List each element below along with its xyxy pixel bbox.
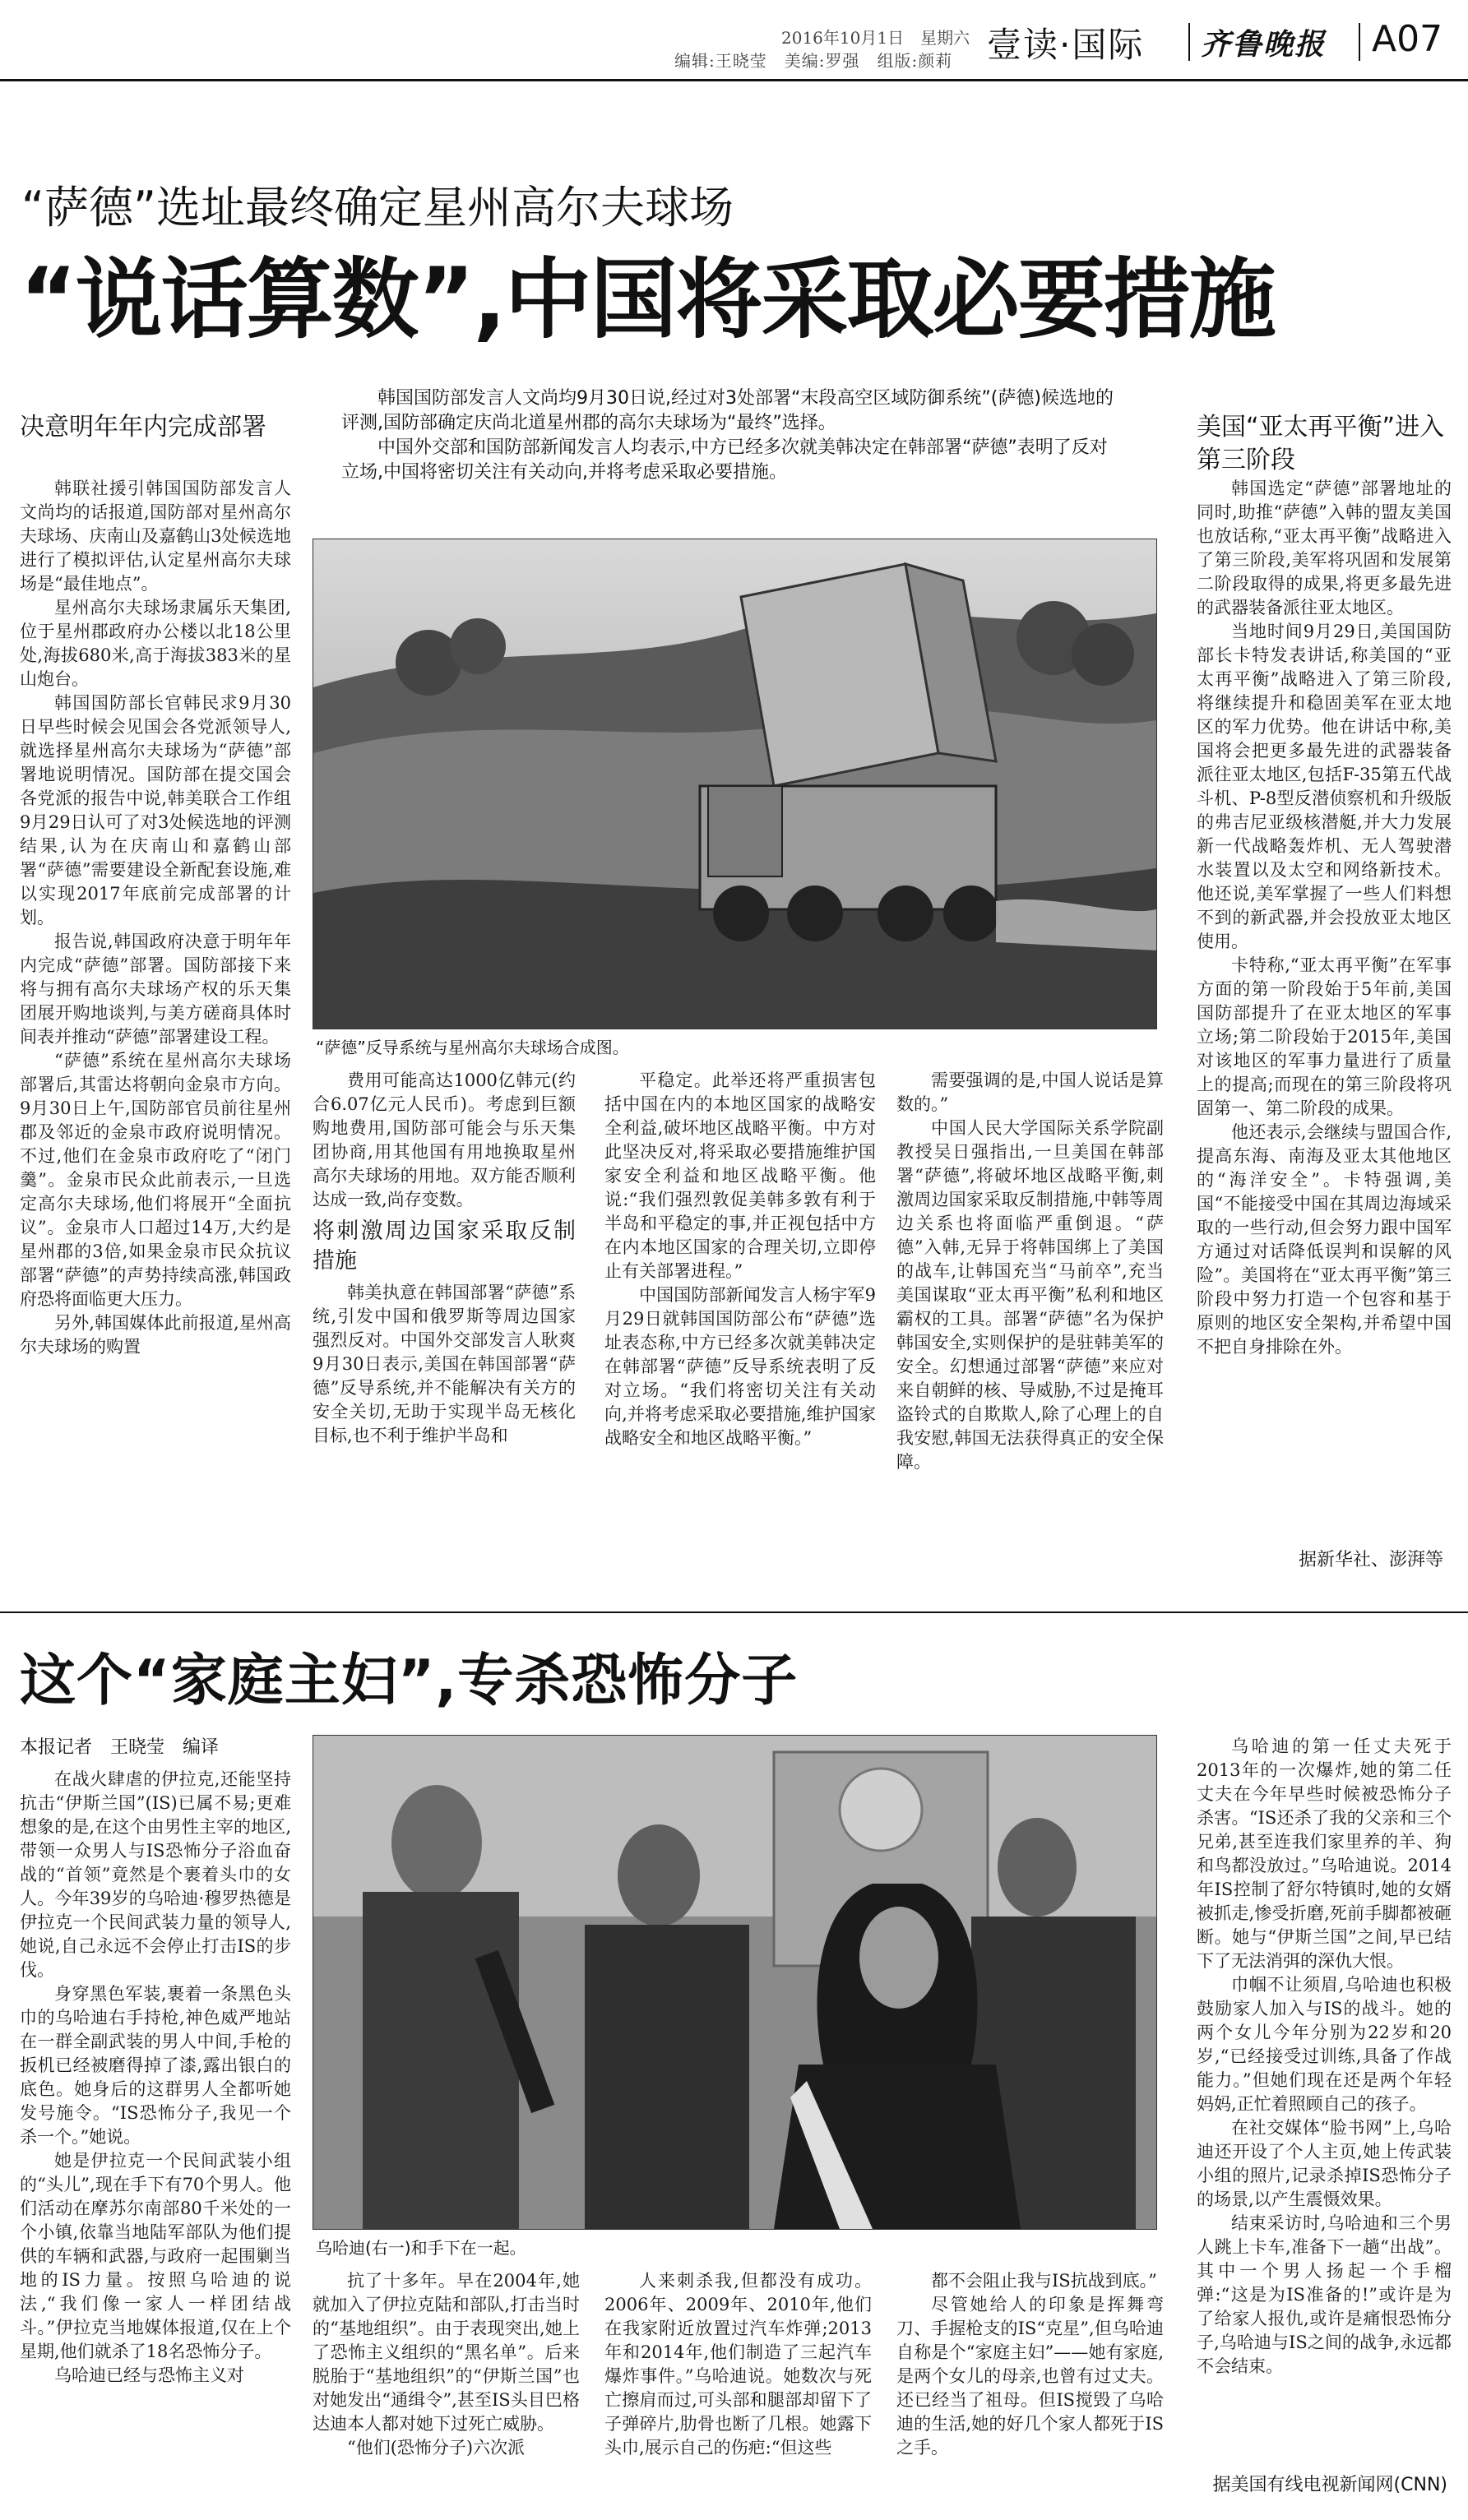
paragraph: 在社交媒体“脸书网”上,乌哈迪还开设了个人主页,她上传武装小组的照片,记录杀掉IS恐怖分子的场景,以产生震慑效果。	[1197, 2118, 1452, 2209]
paragraph: 中国国防部新闻发言人杨宇军9月29日就韩国国防部公布“萨德”选址表态称,中方已经多次就美韩决定在韩部署“萨德”反导系统表明了反对立场。“我们将密切关注有关动向,并将考虑采取必要措施,维护国家战略安全和地区战略平衡。”	[604, 1285, 876, 1448]
paragraph: 韩联社援引韩国国防部发言人文尚均的话报道,国防部对星州高尔夫球场、庆南山及嘉鹤山3处候选地进行了模拟评估,认定星州高尔夫球场是“最佳地点”。	[20, 479, 291, 594]
story1-headline: “说话算数”,中国将采取必要措施	[20, 249, 1275, 350]
story1-column-3	[604, 1069, 876, 1579]
story1-kicker: “萨德”选址最终确定星州高尔夫球场	[21, 182, 734, 234]
header-rule	[0, 79, 1468, 81]
header-date: 2016年10月1日 星期六	[781, 28, 970, 48]
story2-column-3	[604, 2269, 872, 2495]
thaad-photo	[313, 539, 1157, 1029]
paragraph: 韩国选定“萨德”部署地址的同时,助推“萨德”入韩的盟友美国也放话称,“亚太再平衡”战略进入了第三阶段,美军将巩固和发展第二阶段取得的成果,将更多最先进的武器装备派往亚太地区。	[1197, 479, 1452, 617]
thaad-photo-caption: “萨德”反导系统与星州高尔夫球场合成图。	[316, 1038, 629, 1057]
header-divider	[1188, 23, 1190, 61]
story1-source: 据新华社、澎湃等	[1298, 1550, 1443, 1570]
story1-lead	[341, 386, 1118, 485]
story1-lead-1: 韩国国防部发言人文尚均9月30日说,经过对3处部署“末段高空区域防御系统”(萨德)候选地的评测,国防部确定庆尚北道星州郡的高尔夫球场为“最终”选择。	[341, 388, 1114, 433]
story1-lead-2: 中国外交部和国防部新闻发言人均表示,中方已经多次就美韩决定在韩部署“萨德”表明了反对立场,中国将密切关注有关动向,并将考虑采取必要措施。	[341, 437, 1108, 483]
paragraph: 抗了十多年。早在2004年,她就加入了伊拉克陆和部队,打击当时的“基地组织”。由于表现突出,她上了恐怖主义组织的“黑名单”。后来脱胎于“基地组织”的“伊斯兰国”也对她发出“通缉令”,甚至IS头目巴格达迪本人都对她下过死亡威胁。	[313, 2271, 580, 2434]
militia-photo-caption: 乌哈迪(右一)和手下在一起。	[316, 2238, 526, 2258]
paragraph: 乌哈迪的第一任丈夫死于2013年的一次爆炸,她的第二任丈夫在今年早些时候被恐怖分子杀害。“IS还杀了我的父亲和三个兄弟,甚至连我们家里养的羊、狗和鸟都没放过。”乌哈迪说。2014年IS控制了舒尔特镇时,她的女婿被抓走,惨受折磨,死前手脚都被砸断。她与“伊斯兰国”之间,早已结下了无法消弭的深仇大恨。	[1197, 1736, 1452, 1971]
paragraph: 乌哈迪已经与恐怖主义对	[54, 2365, 244, 2385]
paragraph: 星州高尔夫球场隶属乐天集团,位于星州郡政府办公楼以北18公里处,海拔680米,高于海拔383米的星山炮台。	[20, 598, 291, 689]
thaad-photo-illustration	[313, 539, 1156, 1029]
paragraph: 身穿黑色军装,裹着一条黑色头巾的乌哈迪右手持枪,神色威严地站在一群全副武装的男人中间,手枪的扳机已经被磨得掉了漆,露出银白的底色。她身后的这群男人全都听她发号施令。“IS恐怖分子,我见一个杀一个。”她说。	[20, 1984, 291, 2147]
header-divider	[1359, 23, 1360, 61]
paragraph: “他们(恐怖分子)六次派	[347, 2438, 526, 2458]
story1-col2-subhead: 将刺激周边国家采取反制措施	[313, 1218, 576, 1274]
story2-column-2	[313, 2269, 580, 2495]
story2-headline: 这个“家庭主妇”,专杀恐怖分子	[20, 1648, 799, 1713]
story2-column-4	[896, 2269, 1164, 2495]
paragraph: 她是伊拉克一个民间武装小组的“头儿”,现在手下有70个男人。他们活动在摩苏尔南部80千米处的一个小镇,依靠当地陆军部队为他们提供的车辆和武器,与政府一起围剿当地的IS力量。按照乌哈迪的说法,“我们像一家人一样团结战斗。”伊拉克当地媒体报道,仅在上个星期,他们就杀了18名恐怖分子。	[20, 2151, 291, 2361]
story1-col5-subhead: 美国“亚太再平衡”进入第三阶段	[1197, 413, 1445, 474]
paragraph: 韩美执意在韩国部署“萨德”系统,引发中国和俄罗斯等周边国家强烈反对。中国外交部发言人耿爽9月30日表示,美国在韩国部署“萨德”反导系统,并不能解决有关方的安全关切,无助于实现半岛无核化目标,也不利于维护半岛和	[313, 1283, 576, 1445]
story1-column-4	[896, 1069, 1164, 1579]
story1-column-2	[313, 1069, 576, 1579]
paragraph: 在战火肆虐的伊拉克,还能坚持抗击“伊斯兰国”(IS)已属不易;更难想象的是,在这个由男性主宰的地区,带领一众男人与IS恐怖分子浴血奋战的“首领”竟然是个裹着头巾的女人。今年39岁的乌哈迪·穆罗热德是伊拉克一个民间武装力量的领导人,她说,自己永远不会停止打击IS的步伐。	[20, 1769, 291, 1980]
paragraph: 他还表示,会继续与盟国合作,提高东海、南海及亚太其他地区的“海洋安全”。卡特强调,美国“不能接受中国在其周边海域采取的一些行动,但会努力跟中国军方通过对话降低误判和误解的风险”。美国将在“亚太再平衡”第三阶段中努力打造一个包容和基于原则的地区安全架构,并希望中国不把自身排除在外。	[1197, 1122, 1452, 1357]
story2-byline: 本报记者 王晓莹 编译	[20, 1737, 220, 1758]
paragraph: 费用可能高达1000亿韩元(约合6.07亿元人民币)。考虑到巨额购地费用,国防部可能会与乐天集团协商,用其他国有用地换取星州高尔夫球场的用地。双方能否顺利达成一致,尚存变数。	[313, 1070, 576, 1209]
paragraph: 都不会阻止我与IS抗战到底。”	[931, 2271, 1157, 2291]
paragraph: 需要强调的是,中国人说话是算数的。”	[896, 1070, 1164, 1114]
paragraph: 中国人民大学国际关系学院副教授吴日强指出,一旦美国在韩部署“萨德”,将破坏地区战略平衡,刺激周边国家采取反制措施,中韩等周边关系也将面临严重倒退。“萨德”入韩,无异于将韩国绑上了美国的战车,让韩国充当“马前卒”,充当美国谋取“亚太再平衡”私利和地区霸权的工具。部署“萨德”名为保护韩国安全,实则保护的是驻韩美军的安全。幻想通过部署“萨德”来应对来自朝鲜的核、导威胁,不过是掩耳盗铃式的自欺欺人,除了心理上的自我安慰,韩国无法获得真正的安全保障。	[896, 1118, 1164, 1472]
paragraph: 结束采访时,乌哈迪和三个男人跳上卡车,准备下一趟“出战”。其中一个男人扬起一个手榴弹:“这是为IS准备的!”或许是为了给家人报仇,或许是痛恨恐怖分子,乌哈迪与IS之间的战争,永远都不会结束。	[1197, 2213, 1452, 2376]
header-section: 壹读·国际	[987, 25, 1145, 65]
paragraph: 卡特称,“亚太再平衡”在军事方面的第一阶段始于5年前,美国国防部提升了在亚太地区的军事立场;第二阶段始于2015年,美国对该地区的军事力量进行了质量上的提高;而现在的第三阶段将巩固第一、第二阶段的成果。	[1197, 955, 1452, 1118]
story2-source: 据美国有线电视新闻网(CNN)	[1212, 2475, 1447, 2495]
paragraph: 平稳定。此举还将严重损害包括中国在内的本地区国家的战略安全利益,破坏地区战略平衡。中方对此坚决反对,将采取必要措施维护国家安全利益和地区战略平衡。他说:“我们强烈敦促美韩多敦有利于半岛和平稳定的事,并正视包括中方在内本地区国家的合理关切,立即停止有关部署进程。”	[604, 1070, 876, 1281]
paragraph: 当地时间9月29日,美国国防部长卡特发表讲话,称美国的“亚太再平衡”战略进入了第三阶段,将继续提升和稳固美军在亚太地区的军力优势。他在讲话中称,美国将会把更多最先进的武器装备派往亚太地区,包括F-35第五代战斗机、P-8型反潜侦察机和升级版的弗吉尼亚级核潜艇,并大力发展新一代战略轰炸机、无人驾驶潜水装置以及太空和网络新技术。他还说,美军掌握了一些人们料想不到的新武器,并会投放亚太地区使用。	[1197, 622, 1452, 951]
militia-photo	[313, 1735, 1157, 2230]
militia-photo-illustration	[313, 1736, 1156, 2229]
story1-column-5	[1197, 477, 1452, 1546]
header-staff: 编辑:王晓莹 美编:罗强 组版:颜莉	[674, 51, 953, 71]
paragraph: 尽管她给人的印象是挥舞弯刀、手握枪支的IS“克星”,但乌哈迪自称是个“家庭主妇”——她有家庭,是两个女儿的母亲,也曾有过丈夫。还已经当了祖母。但IS搅毁了乌哈迪的生活,她的好几个家人都死于IS之手。	[896, 2295, 1164, 2458]
paragraph: 人来刺杀我,但都没有成功。2006年、2009年、2010年,他们在我家附近放置过汽车炸弹;2013年和2014年,他们制造了三起汽车爆炸事件。”乌哈迪说。她数次与死亡擦肩而过,可头部和腿部却留下了子弹碎片,肋骨也断了几根。她露下头巾,展示自己的伤疤:“但这些	[604, 2271, 872, 2458]
section-divider	[0, 1611, 1468, 1613]
paragraph: 韩国国防部长官韩民求9月30日早些时候会见国会各党派领导人,就选择星州高尔夫球场为“萨德”部署地说明情况。国防部在提交国会各党派的报告中说,韩美联合工作组9月29日认可了对3处候选地的评测结果,认为在庆南山和嘉鹤山部署“萨德”需要建设全新配套设施,难以实现2017年底前完成部署的计划。	[20, 693, 291, 927]
paragraph: 另外,韩国媒体此前报道,星州高尔夫球场的购置	[20, 1313, 291, 1357]
story2-column-1	[20, 1768, 291, 2495]
paragraph: 报告说,韩国政府决意于明年年内完成“萨德”部署。国防部接下来将与拥有高尔夫球场产权的乐天集团展开购地谈判,与美方磋商具体时间表并推动“萨德”部署建设工程。	[20, 932, 291, 1047]
story1-col1-subhead: 决意明年年内完成部署	[20, 413, 266, 442]
newspaper-logo: 齐鲁晚报	[1201, 27, 1327, 62]
story1-column-1	[20, 477, 291, 1579]
page-number: A07	[1372, 18, 1443, 60]
paragraph: 巾帼不让须眉,乌哈迪也积极鼓励家人加入与IS的战斗。她的两个女儿今年分别为22岁和20岁,“已经接受过训练,具备了作战能力。”但她们现在还是两个年轻妈妈,正忙着照顾自己的孩子。	[1197, 1975, 1452, 2114]
paragraph: “萨德”系统在星州高尔夫球场部署后,其雷达将朝向金泉市方向。9月30日上午,国防部官员前往星州郡及邻近的金泉市政府说明情况。不过,他们在金泉市政府吃了“闭门羹”。金泉市民众此前表示,一旦选定高尔夫球场,他们将展开“全面抗议”。金泉市人口超过14万,大约是星州郡的3倍,如果金泉市民众抗议部署“萨德”的声势持续高涨,韩国政府恐将面临更大压力。	[20, 1051, 291, 1309]
story2-column-5	[1197, 1735, 1452, 2462]
